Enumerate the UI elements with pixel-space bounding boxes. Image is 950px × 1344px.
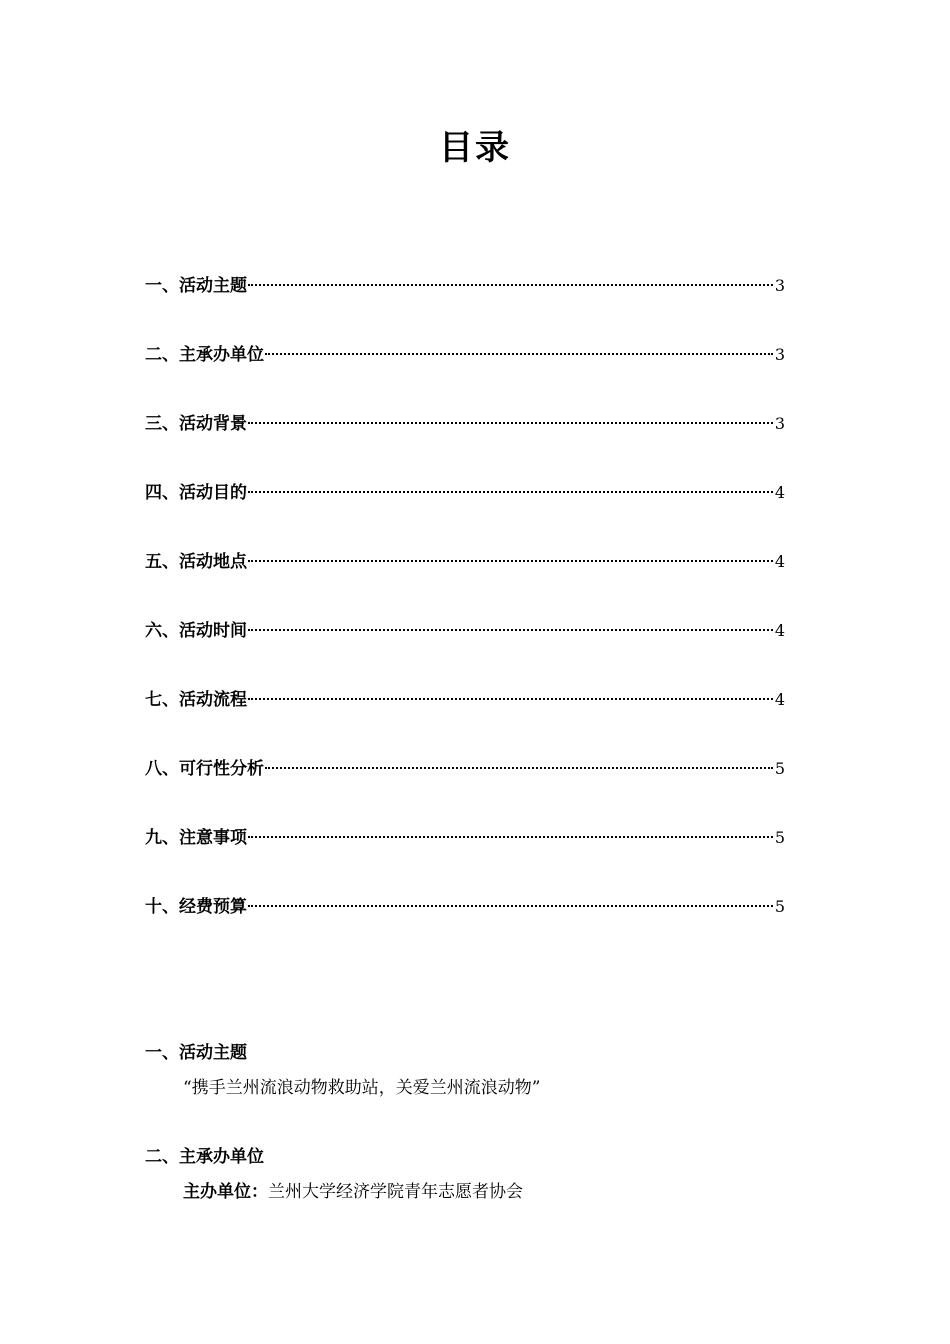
toc-item-page: 4 [774, 690, 785, 709]
toc-item-9[interactable] [145, 820, 785, 889]
toc-item-label: 十、经费预算 [145, 897, 247, 917]
host-value: 兰州大学经济学院青年志愿者协会 [268, 1182, 523, 1202]
host-label: 主办单位： [183, 1182, 268, 1202]
toc-dot-leader [248, 698, 773, 700]
table-of-contents [145, 268, 785, 958]
toc-dot-leader [265, 767, 773, 769]
toc-item-label: 六、活动时间 [145, 621, 247, 641]
toc-item-2[interactable] [145, 337, 785, 406]
toc-item-label: 二、主承办单位 [145, 345, 264, 365]
toc-dot-leader [265, 353, 773, 355]
toc-item-label: 一、活动主题 [145, 276, 247, 296]
toc-item-3[interactable] [145, 406, 785, 475]
toc-item-1[interactable] [145, 268, 785, 337]
toc-item-label: 九、注意事项 [145, 828, 247, 848]
toc-item-page: 5 [774, 897, 785, 916]
toc-dot-leader [248, 422, 773, 424]
toc-item-page: 4 [774, 483, 785, 502]
toc-item-label: 五、活动地点 [145, 552, 247, 572]
toc-item-page: 4 [774, 621, 785, 640]
toc-item-page: 5 [774, 828, 785, 847]
toc-dot-leader [248, 560, 773, 562]
toc-dot-leader [248, 836, 773, 838]
toc-dot-leader [248, 905, 773, 907]
toc-item-7[interactable] [145, 682, 785, 751]
toc-dot-leader [248, 491, 773, 493]
toc-item-page: 5 [774, 759, 785, 778]
toc-item-5[interactable] [145, 544, 785, 613]
toc-item-page: 4 [774, 552, 785, 571]
toc-item-page: 3 [774, 276, 785, 295]
toc-dot-leader [248, 284, 773, 286]
toc-item-page: 3 [774, 414, 785, 433]
toc-item-4[interactable] [145, 475, 785, 544]
toc-item-label: 四、活动目的 [145, 483, 247, 503]
toc-item-label: 七、活动流程 [145, 690, 247, 710]
section-heading-theme: 一、活动主题 [145, 1043, 247, 1063]
section-heading-organizers: 二、主承办单位 [145, 1147, 264, 1167]
toc-item-label: 三、活动背景 [145, 414, 247, 434]
section-body-organizers [183, 1178, 523, 1206]
toc-item-10[interactable] [145, 889, 785, 958]
toc-item-page: 3 [774, 345, 785, 364]
toc-dot-leader [248, 629, 773, 631]
toc-item-6[interactable] [145, 613, 785, 682]
toc-item-8[interactable] [145, 751, 785, 820]
page-title: 目录 [439, 128, 511, 168]
section-body-theme: “携手兰州流浪动物救助站，关爱兰州流浪动物” [183, 1078, 541, 1098]
toc-item-label: 八、可行性分析 [145, 759, 264, 779]
